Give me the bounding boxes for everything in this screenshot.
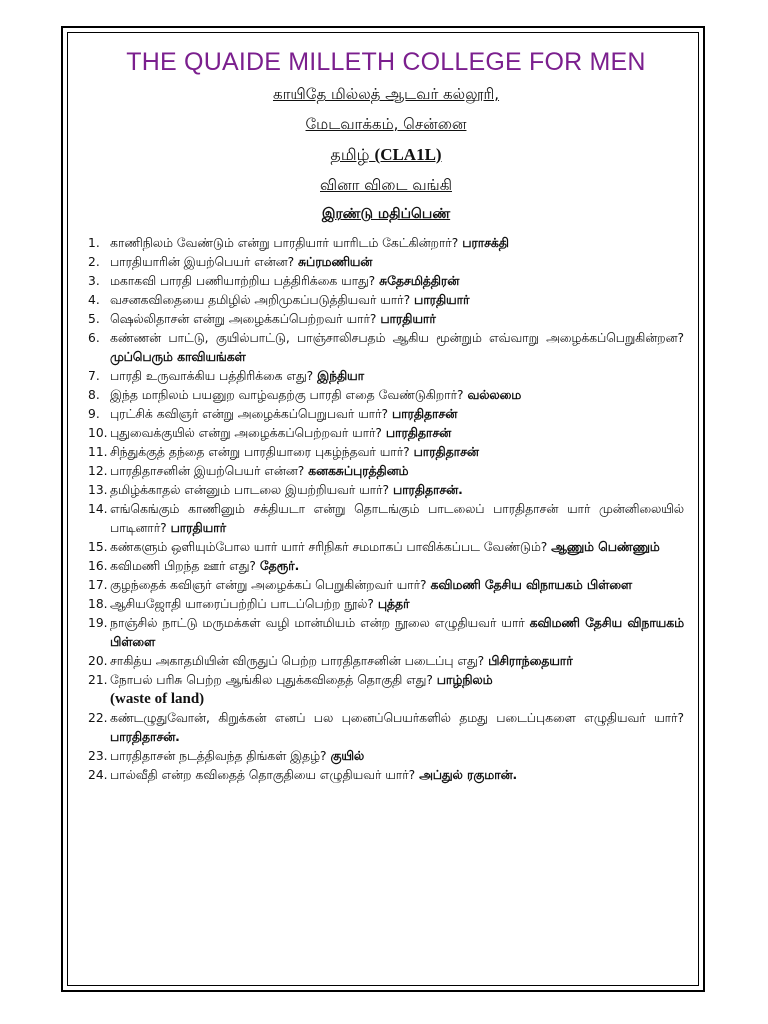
document-body <box>88 48 684 785</box>
question-text: குழந்தைக் கவிஞர் என்று அழைக்கப் பெறுகின்றவர் யார்? <box>110 578 427 592</box>
question-text: மகாகவி பாரதி பணியாற்றிய பத்திரிக்கை யாது? <box>110 274 376 288</box>
answer-text: பாரதிதாசன். <box>110 730 180 744</box>
question-item <box>88 595 684 614</box>
question-body <box>110 709 684 747</box>
answer-text: பாரதிதாசன் <box>385 426 452 440</box>
college-name-english: THE QUAIDE MILLETH COLLEGE FOR MEN <box>126 48 646 76</box>
question-text: சாகித்ய அகாதமியின் விருதுப் பெற்ற பாரதிதாசனின் படைப்பு எது? <box>110 654 485 668</box>
subject-code: (CLA1L) <box>374 145 442 164</box>
question-text: எங்கெங்கும் காணினும் சக்தியடா என்று தொடங்கும் பாடலைப் பாரதிதாசன் யார் முன்னிலையில் பாடினார்? <box>110 502 684 535</box>
question-item <box>88 272 684 291</box>
question-body <box>110 253 684 272</box>
question-item <box>88 500 684 538</box>
question-number: 14. <box>88 502 108 516</box>
question-number: 17. <box>88 578 108 592</box>
question-item <box>88 310 684 329</box>
answer-text: பாழ்நிலம் <box>436 673 493 687</box>
question-body <box>110 614 684 652</box>
question-number: 8. <box>88 388 100 402</box>
question-number: 22. <box>88 711 108 725</box>
question-item <box>88 424 684 443</box>
answer-text: புத்தர் <box>377 597 410 611</box>
question-text: காணிநிலம் வேண்டும் என்று பாரதியார் யாரிடம் கேட்கின்றார்? <box>110 236 459 250</box>
question-body <box>110 424 684 443</box>
question-body <box>110 234 684 253</box>
question-number: 15. <box>88 540 108 554</box>
question-number: 12. <box>88 464 108 478</box>
college-name-tamil: காயிதே மில்லத் ஆடவர் கல்லூரி, <box>272 85 500 103</box>
question-text: தமிழ்க்காதல் என்னும் பாடலை இயற்றியவர் யார்? <box>110 483 390 497</box>
question-number: 11. <box>88 445 108 459</box>
question-text: சிந்துக்குத் தந்தை என்று பாரதியாரை புகழ்ந்தவர் யார்? <box>110 445 410 459</box>
question-text: கண்களும் ஒளியும்போல யார் யார் சரிநிகர் சமமாகப் பாவிக்கப்பட வேண்டும்? <box>110 540 548 554</box>
subject-name: தமிழ் <box>330 145 370 164</box>
question-item <box>88 291 684 310</box>
question-text: பால்வீதி என்ற கவிதைத் தொகுதியை எழுதியவர் யார்? <box>110 768 416 782</box>
question-text: புரட்சிக் கவிஞர் என்று அழைக்கப்பெறுபவர் யார்? <box>110 407 389 421</box>
question-number: 19. <box>88 616 108 630</box>
question-body <box>110 405 684 424</box>
answer-text: சுப்ரமணியன் <box>298 255 373 269</box>
question-number: 16. <box>88 559 108 573</box>
answer-text: சுதேசமித்திரன் <box>379 274 460 288</box>
question-body <box>110 747 684 766</box>
question-body <box>110 538 684 557</box>
question-text: ஆசியஜோதி யாரைப்பற்றிப் பாடப்பெற்ற நூல்? <box>110 597 374 611</box>
question-number: 10. <box>88 426 108 440</box>
answer-text: கவிமணி தேசிய விநாயகம் பிள்ளை <box>110 616 684 649</box>
question-body <box>110 329 684 367</box>
question-text: புதுவைக்குயில் என்று அழைக்கப்பெற்றவர் யார்? <box>110 426 382 440</box>
answer-text: முப்பெரும் காவியங்கள் <box>110 350 246 364</box>
question-bank-title: வினா விடை வங்கி <box>320 176 452 194</box>
question-item <box>88 253 684 272</box>
question-item <box>88 386 684 405</box>
question-text: பாரதிதாசன் நடத்திவந்த திங்கள் இதழ்? <box>110 749 327 763</box>
question-body <box>110 595 684 614</box>
answer-text: பாரதிதாசன் <box>413 445 479 459</box>
question-text: கவிமணி பிறந்த ஊர் எது? <box>110 559 256 573</box>
question-item <box>88 405 684 424</box>
subject-heading <box>88 145 684 166</box>
question-item <box>88 747 684 766</box>
question-text: பாரதிதாசனின் இயற்பெயர் என்ன? <box>110 464 305 478</box>
question-number: 2. <box>88 255 100 269</box>
question-item <box>88 443 684 462</box>
question-text: கண்டழுதுவோன், கிறுக்கன் எனப் பல புனைப்பெயர்களில் தமது படைப்புகளை எழுதியவர் யார்? <box>110 711 684 725</box>
answer-text: கனகசுப்புரத்தினம் <box>308 464 409 478</box>
question-body <box>110 291 684 310</box>
question-body <box>110 272 684 291</box>
answer-text: பிசிராந்தையார் <box>488 654 573 668</box>
answer-text: பாரதிதாசன். <box>392 483 463 497</box>
question-body <box>110 500 684 538</box>
question-body <box>110 671 684 709</box>
question-number: 1. <box>88 236 100 250</box>
question-item <box>88 234 684 253</box>
question-list <box>88 234 684 785</box>
question-body <box>110 367 684 386</box>
question-body <box>110 481 684 500</box>
question-text: வசனகவிதையை தமிழில் அறிமுகப்படுத்தியவர் யார்? <box>110 293 411 307</box>
question-text: நோபல் பரிசு பெற்ற ஆங்கில புதுக்கவிதைத் தொகுதி எது? <box>110 673 433 687</box>
question-body <box>110 576 684 595</box>
answer-text: குயில் <box>330 749 365 763</box>
answer-text: அப்துல் ரகுமான். <box>419 768 518 782</box>
question-body <box>110 443 684 462</box>
question-number: 20. <box>88 654 108 668</box>
question-text: இந்த மாநிலம் பயனுற வாழ்வதற்கு பாரதி எதை வேண்டுகிறார்? <box>110 388 464 402</box>
question-text: நாஞ்சில் நாட்டு மருமக்கள் வழி மான்மியம் என்ற நூலை எழுதியவர் யார் <box>110 616 525 630</box>
answer-text: இந்தியா <box>317 369 365 383</box>
college-location: மேடவாக்கம், சென்னை <box>305 115 467 133</box>
question-body <box>110 766 684 785</box>
answer-text: பாரதிதாசன் <box>391 407 458 421</box>
question-item <box>88 614 684 652</box>
section-title: இரண்டு மதிப்பெண் <box>321 206 451 222</box>
answer-text: கவிமணி தேசிய விநாயகம் பிள்ளை <box>430 578 632 592</box>
question-body <box>110 386 684 405</box>
question-number: 18. <box>88 597 108 611</box>
answer-text: பாரதியார் <box>170 521 226 535</box>
question-item <box>88 766 684 785</box>
question-item <box>88 671 684 709</box>
answer-text: வல்லமை <box>467 388 522 402</box>
question-number: 23. <box>88 749 108 763</box>
answer-text: பராசக்தி <box>462 236 509 250</box>
question-item <box>88 367 684 386</box>
answer-text: தேரூர். <box>259 559 300 573</box>
answer-text: பாரதியார் <box>380 312 436 326</box>
question-body <box>110 310 684 329</box>
question-number: 3. <box>88 274 100 288</box>
question-item <box>88 652 684 671</box>
question-number: 6. <box>88 331 100 345</box>
question-number: 9. <box>88 407 100 421</box>
question-text: ஷெல்லிதாசன் என்று அழைக்கப்பெற்றவர் யார்? <box>110 312 377 326</box>
question-number: 7. <box>88 369 100 383</box>
question-item <box>88 481 684 500</box>
answer-text: ஆணும் பெண்ணும் <box>551 540 660 554</box>
question-item <box>88 462 684 481</box>
question-text: பாரதி உருவாக்கிய பத்திரிக்கை எது? <box>110 369 314 383</box>
question-number: 4. <box>88 293 100 307</box>
question-item <box>88 709 684 747</box>
answer-text: பாரதியார் <box>414 293 470 307</box>
question-text: கண்ணன் பாட்டு, குயில்பாட்டு, பாஞ்சாலிசபதம் ஆகிய மூன்றும் எவ்வாறு அழைக்கப்பெறுகின்றன? <box>110 331 684 345</box>
question-body <box>110 557 684 576</box>
question-item <box>88 538 684 557</box>
question-text: பாரதியாரின் இயற்பெயர் என்ன? <box>110 255 295 269</box>
question-item <box>88 557 684 576</box>
question-number: 21. <box>88 673 108 687</box>
question-number: 24. <box>88 768 108 782</box>
question-body <box>110 652 684 671</box>
question-body <box>110 462 684 481</box>
question-item <box>88 329 684 367</box>
question-number: 5. <box>88 312 100 326</box>
question-item <box>88 576 684 595</box>
question-number: 13. <box>88 483 108 497</box>
answer-note: (waste of land) <box>110 691 205 707</box>
